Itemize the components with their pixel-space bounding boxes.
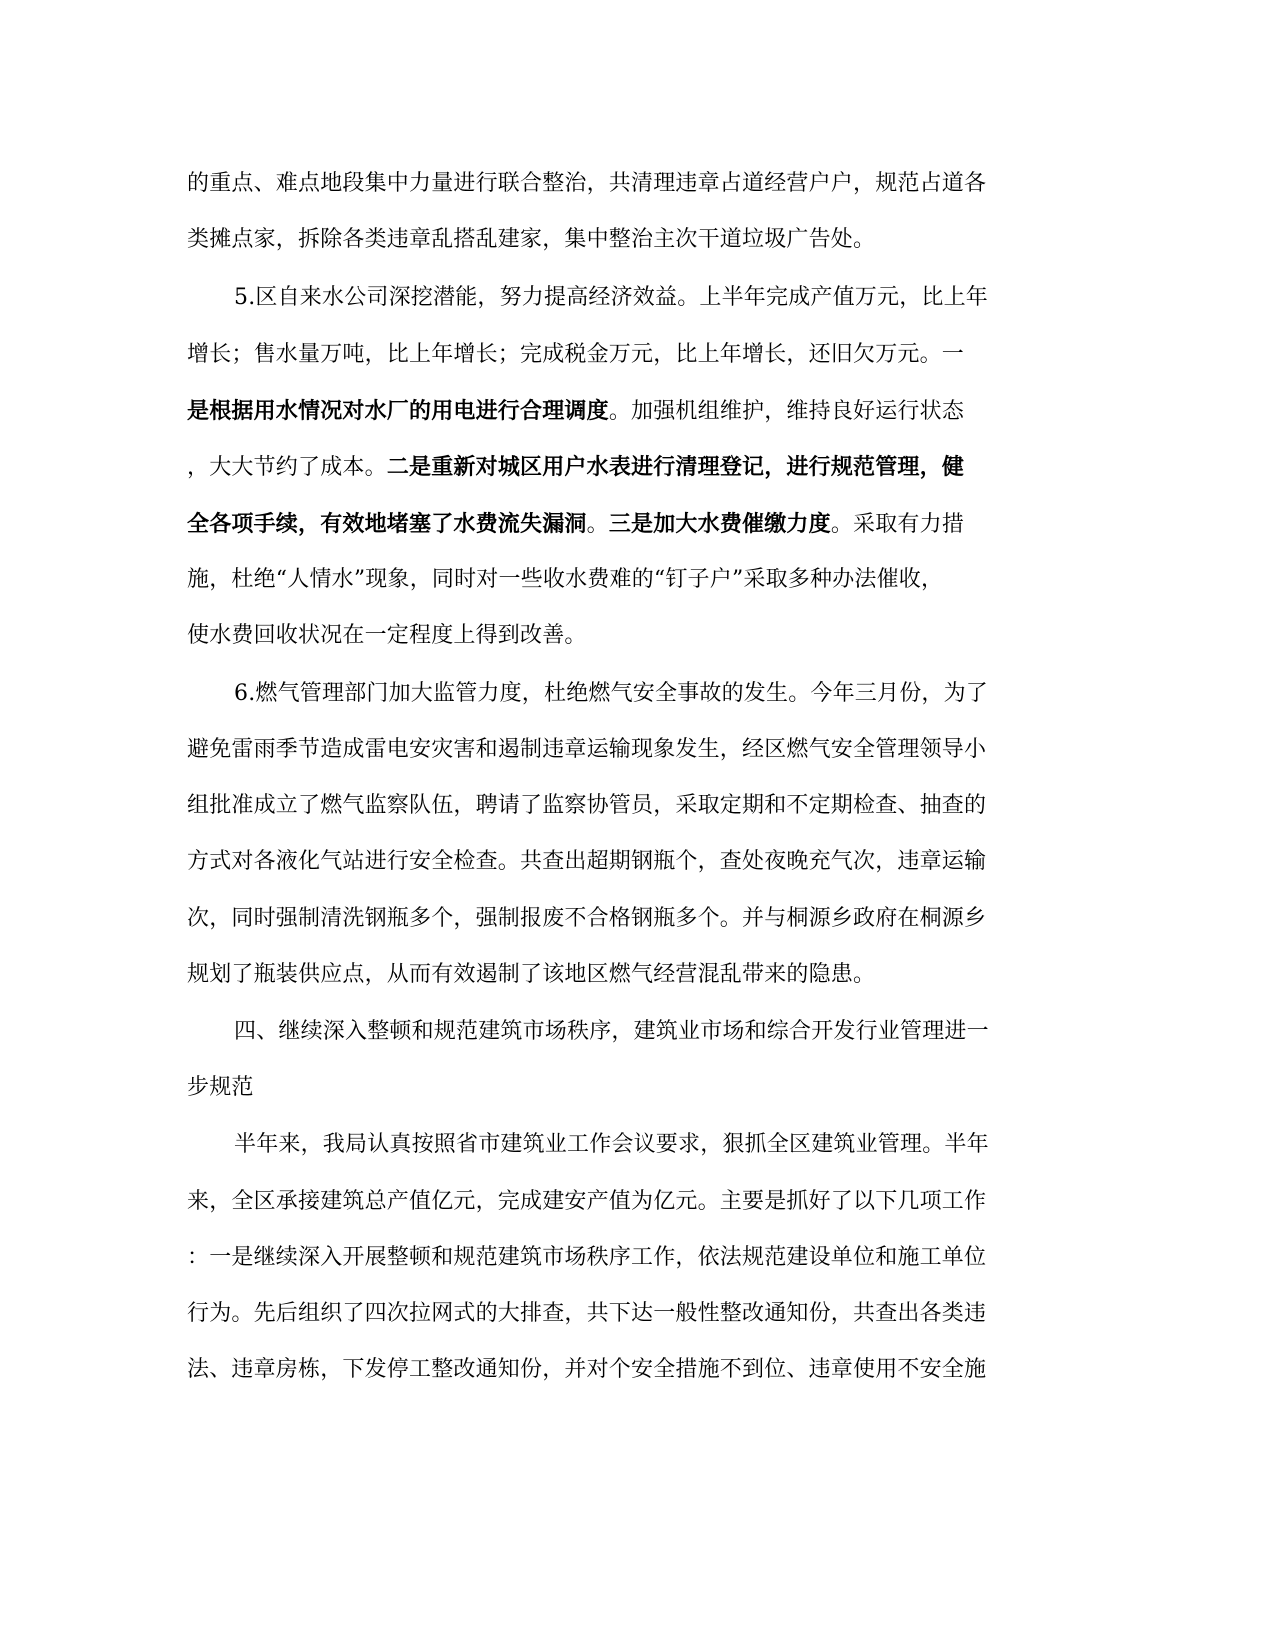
text-run: 增长；售水量万吨，比上年增长；完成税金万元，比上年增长，还旧欠万元。一 xyxy=(187,342,965,367)
text-run: 避免雷雨季节造成雷电安灾害和遏制违章运输现象发生，经区燃气安全管理领导小 xyxy=(187,737,987,762)
text-run: 法、违章房栋，下发停工整改通知份，并对个安全措施不到位、违章使用不安全施 xyxy=(187,1357,987,1382)
paragraph-line xyxy=(187,1236,986,1280)
text-run: 方式对各液化气站进行安全检查。共查出超期钢瓶个，查处夜晚充气次，违章运输 xyxy=(187,849,987,874)
paragraph-line xyxy=(187,1348,986,1392)
bold-text-run: 二是重新对城区用户水表进行清理登记，进行规范管理，健 xyxy=(386,454,965,480)
text-run: 5.区自来水公司深挖潜能，努力提高经济效益。上半年完成产值万元，比上年 xyxy=(234,285,988,310)
paragraph-line xyxy=(234,672,988,716)
paragraph-line xyxy=(187,614,587,658)
paragraph-line xyxy=(187,840,986,884)
text-run: ：一是继续深入开展整顿和规范建筑市场秩序工作，依法规范建设单位和施工单位 xyxy=(187,1245,987,1270)
paragraph-line xyxy=(187,162,986,206)
text-run: 半年来，我局认真按照省市建筑业工作会议要求，狠抓全区建筑业管理。半年 xyxy=(234,1132,989,1157)
text-run: 类摊点家，拆除各类违章乱搭乱建家，集中整治主次干道垃圾广告处。 xyxy=(187,227,876,252)
paragraph-line xyxy=(187,1180,986,1224)
paragraph-line xyxy=(187,218,875,262)
text-run: 规划了瓶装供应点，从而有效遏制了该地区燃气经营混乱带来的隐患。 xyxy=(187,962,876,987)
paragraph-line xyxy=(187,558,943,602)
paragraph-line xyxy=(187,728,986,772)
text-run: 来，全区承接建筑总产值亿元，完成建安产值为亿元。主要是抓好了以下几项工作 xyxy=(187,1189,987,1214)
text-run: 。采取有力措 xyxy=(830,512,965,537)
paragraph-line xyxy=(187,502,964,546)
paragraph-line xyxy=(187,784,986,828)
paragraph-line xyxy=(234,276,988,320)
paragraph-line xyxy=(187,953,875,997)
paragraph-line xyxy=(187,445,964,489)
text-run: 6.燃气管理部门加大监管力度，杜绝燃气安全事故的发生。今年三月份，为了 xyxy=(234,681,988,706)
text-run: 。 xyxy=(586,512,609,537)
section-heading-line xyxy=(187,1066,254,1110)
bold-text-run: 是根据用水情况对水厂的用电进行合理调度 xyxy=(187,398,609,424)
text-run: 四、继续深入整顿和规范建筑市场秩序，建筑业市场和综合开发行业管理进一 xyxy=(234,1019,989,1044)
paragraph-line xyxy=(187,897,986,941)
bold-text-run: 三是加大水费催缴力度 xyxy=(608,511,831,537)
text-run: ，大大节约了成本。 xyxy=(187,455,387,480)
text-run: 组批准成立了燃气监察队伍，聘请了监察协管员，采取定期和不定期检查、抽查的 xyxy=(187,793,987,818)
paragraph-line xyxy=(187,333,964,377)
text-run: 的重点、难点地段集中力量进行联合整治，共清理违章占道经营户户，规范占道各 xyxy=(187,171,987,196)
bold-text-run: 全各项手续，有效地堵塞了水费流失漏洞 xyxy=(187,511,587,537)
paragraph-line xyxy=(234,1123,989,1167)
text-run: 步规范 xyxy=(187,1075,254,1100)
paragraph-line xyxy=(187,1292,986,1336)
paragraph-line xyxy=(187,389,964,433)
section-heading-line xyxy=(234,1010,989,1054)
text-run: 使水费回收状况在一定程度上得到改善。 xyxy=(187,623,587,648)
text-run: 次，同时强制清洗钢瓶多个，强制报废不合格钢瓶多个。并与桐源乡政府在桐源乡 xyxy=(187,906,987,931)
text-run: 。加强机组维护，维持良好运行状态 xyxy=(608,399,965,424)
text-run: 施，杜绝“人情水”现象，同时对一些收水费难的“钉子户”采取多种办法催收， xyxy=(187,567,944,592)
text-run: 行为。先后组织了四次拉网式的大排查，共下达一般性整改通知份，共查出各类违 xyxy=(187,1301,987,1326)
